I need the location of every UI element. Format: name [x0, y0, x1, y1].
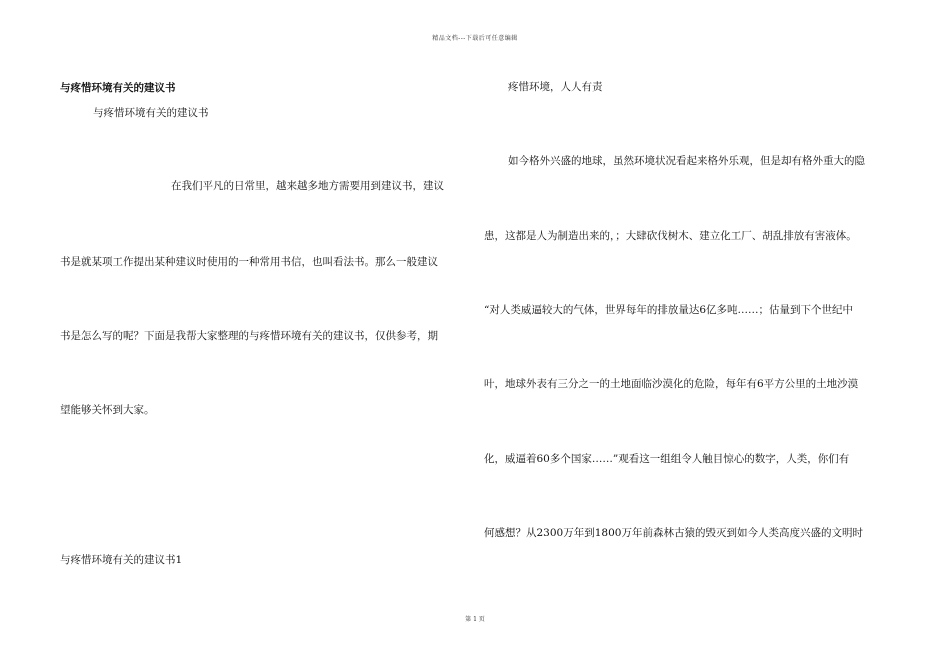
intro-paragraph-line-2: 书是就某项工作提出某种建议时使用的一种常用书信，也叫看法书。那么一般建议	[60, 256, 438, 268]
page-number: 第 1 页	[465, 616, 485, 623]
body-paragraph-line-5: 化，威逼着60多个国家……”观看这一组组令人触目惊心的数字，人类，你们有	[484, 453, 850, 465]
body-paragraph-line-6: 何感想？从2300万年到1800万年前森林古猿的毁灭到如今人类高度兴盛的文明时	[484, 527, 863, 539]
section-heading: 与疼惜环境有关的建议书1	[60, 554, 183, 566]
body-paragraph-line-1: 如今格外兴盛的地球，虽然环境状况看起来格外乐观，但是却有格外重大的隐	[508, 155, 865, 167]
document-title: 与疼惜环境有关的建议书	[60, 82, 176, 94]
intro-paragraph-line-3: 书是怎么写的呢？下面是我帮大家整理的与疼惜环境有关的建议书，仅供参考，期	[60, 330, 438, 342]
page-header-note: 精品文档---下载后可任意编辑	[432, 35, 518, 42]
document-subtitle: 与疼惜环境有关的建议书	[93, 107, 209, 119]
body-paragraph-line-3: “对人类威逼较大的气体，世界每年的排放量达6亿多吨……；估量到下个世纪中	[484, 304, 854, 316]
body-paragraph-line-4: 叶，地球外表有三分之一的土地面临沙漠化的危险，每年有6平方公里的土地沙漠	[484, 378, 859, 390]
intro-paragraph-line-4: 望能够关怀到大家。	[60, 404, 155, 416]
intro-paragraph-line-1: 在我们平凡的日常里，越来越多地方需要用到建议书，建议	[171, 180, 444, 192]
body-paragraph-line-2: 患，这都是人为制造出来的，；大肆砍伐树木、建立化工厂、胡乱排放有害液体。	[484, 230, 857, 242]
right-column-heading: 疼惜环境，人人有责	[508, 81, 603, 93]
